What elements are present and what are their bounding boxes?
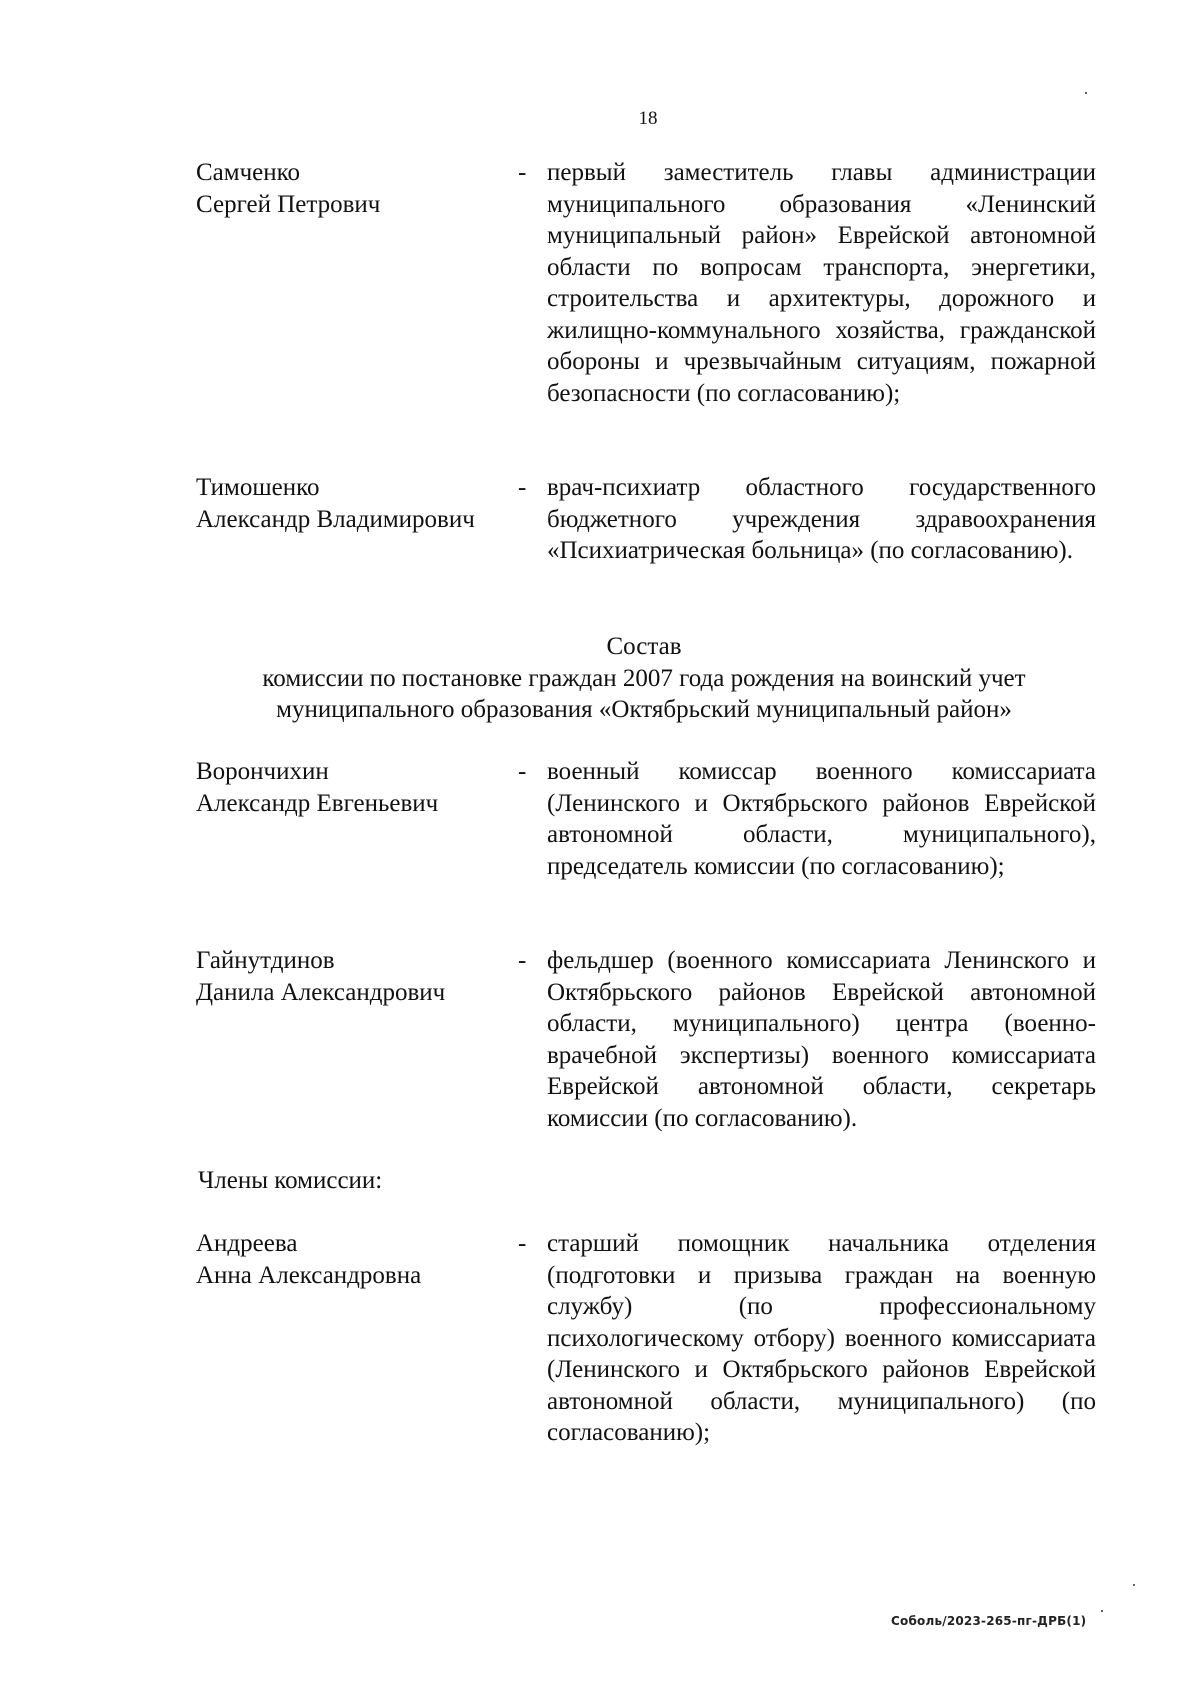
person-position: врач-психиатр областного государственного бюджетного учреждения здравоохранения «Психиатрическая больница» (по согласованию). <box>547 474 1096 564</box>
section-subtitle-line-2: муниципального образования «Октябрьский муниципальный район» <box>276 696 1012 723</box>
person-given-names: Данила Александрович <box>196 978 446 1006</box>
person-name <box>196 1228 516 1291</box>
person-position: фельдшер (военного комиссариата Ленинского и Октябрьского районов Еврейской автономной области, муниципального) центра (военно-врачебной экспертизы) военного комиссариата Еврейской автономной области, секретарь комиссии (по согласованию). <box>547 947 1096 1132</box>
section-title: Состав <box>606 633 682 660</box>
person-position: первый заместитель главы администрации муниципального образования «Ленинский муниципальный район» Еврейской автономной области по вопросам транспорта, энергетики, строительства и архитектуры, дорожного и жилищно-коммунального хозяйства, гражданской обороны и чрезвычайным ситуациям, пожарной безопасности (по согласованию); <box>547 159 1096 407</box>
person-surname: Андреева <box>196 1230 298 1257</box>
person-given-names: Александр Владимирович <box>196 505 475 533</box>
scan-speck <box>1101 1610 1103 1612</box>
entry-dash: - <box>518 474 527 501</box>
members-label: Члены комиссии: <box>198 1167 383 1194</box>
section-subtitle-line-1: комиссии по постановке граждан 2007 года рождения на воинский учет <box>262 665 1026 692</box>
person-name <box>196 157 516 220</box>
scan-speck <box>1133 1584 1135 1586</box>
page-number: 18 <box>638 108 658 129</box>
scan-speck <box>1085 92 1087 94</box>
document-footer-code: Соболь/2023-265-пг-ДРБ(1) <box>891 1614 1087 1628</box>
entry-dash: - <box>518 159 527 186</box>
person-given-names: Александр Евгеньевич <box>196 789 439 817</box>
person-given-names: Сергей Петрович <box>196 190 381 218</box>
person-name <box>196 756 516 819</box>
person-position: военный комиссар военного комиссариата (Ленинского и Октябрьского районов Еврейской автономной области, муниципального), председатель комиссии (по согласованию); <box>547 758 1096 880</box>
person-name <box>196 945 516 1008</box>
person-name <box>196 472 516 535</box>
entry-dash: - <box>518 1230 527 1257</box>
person-surname: Ворончихин <box>196 758 329 785</box>
entry-dash: - <box>518 947 527 974</box>
person-surname: Тимошенко <box>196 474 320 501</box>
person-position: старший помощник начальника отделения (подготовки и призыва граждан на военную службу) (по профессиональному психологическому отбору) военного комиссариата (Ленинского и Октябрьского районов Еврейской автономной области, муниципального) (по согласованию); <box>547 1230 1096 1446</box>
entry-dash: - <box>518 758 527 785</box>
person-given-names: Анна Александровна <box>196 1261 422 1289</box>
person-surname: Гайнутдинов <box>196 947 335 974</box>
person-surname: Самченко <box>196 159 301 186</box>
